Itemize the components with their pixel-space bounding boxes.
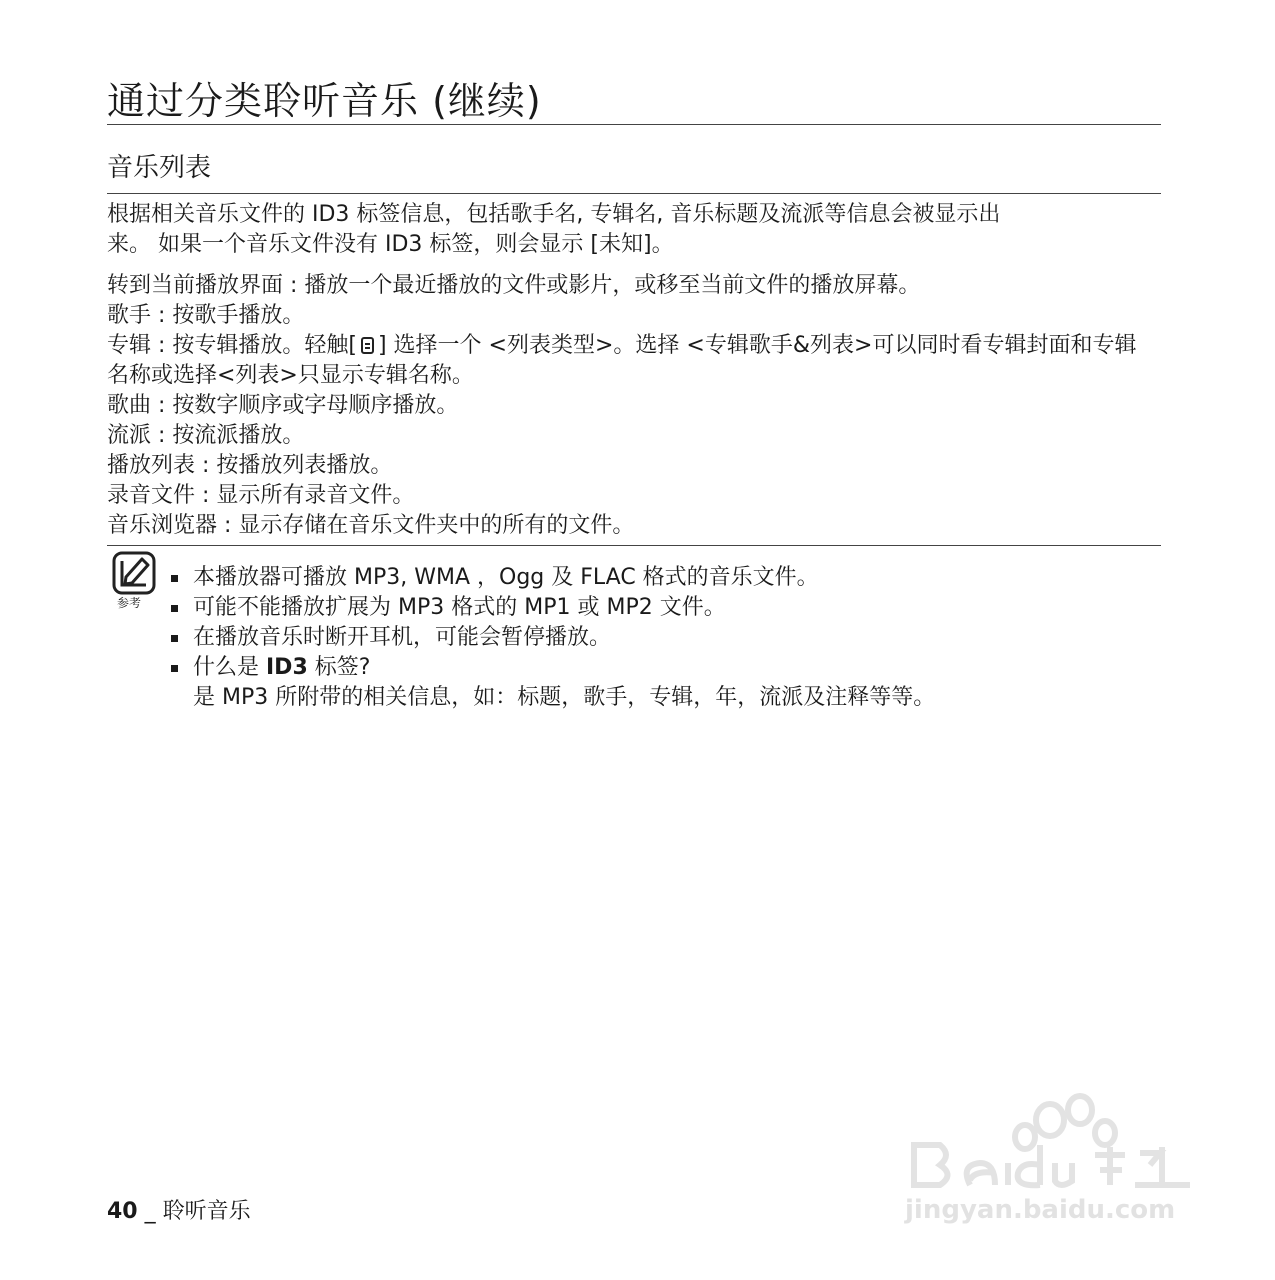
definition-recorded: 录音文件 : 显示所有录音文件。 — [107, 483, 415, 508]
page-footer — [107, 1198, 251, 1226]
watermark-url: jingyan.baidu.com — [905, 1195, 1176, 1225]
note-question-suffix: 标签? — [307, 655, 371, 680]
section-title: 音乐列表 — [107, 153, 212, 183]
note-list — [171, 563, 935, 713]
footer-separator: _ — [137, 1199, 163, 1224]
definition-playlist: 播放列表 : 按播放列表播放。 — [107, 453, 393, 478]
intro-line: 来。 如果一个音乐文件没有 ID3 标签，则会显示 [未知]。 — [107, 232, 674, 257]
definition-song: 歌曲 : 按数字顺序或字母顺序播放。 — [107, 393, 459, 418]
note-question-prefix: 什么是 — [193, 655, 266, 680]
definition-browser: 音乐浏览器 : 显示存储在音乐文件夹中的所有的文件。 — [107, 513, 635, 538]
definition-genre: 流派 : 按流派播放。 — [107, 423, 305, 448]
definition-artist: 歌手 : 按歌手播放。 — [107, 303, 305, 328]
intro-line: 根据相关音乐文件的 ID3 标签信息，包括歌手名, 专辑名, 音乐标题及流派等信息会被显示出 — [107, 202, 1001, 227]
note-divider — [107, 545, 1161, 546]
title-divider — [107, 124, 1161, 125]
page-title: 通过分类聆听音乐 (继续) — [107, 79, 542, 123]
definition-list — [107, 271, 1167, 541]
menu-icon — [361, 337, 374, 354]
page-number: 40 — [107, 1199, 138, 1224]
note-question-term: ID3 — [266, 655, 308, 680]
footer-section: 聆听音乐 — [162, 1199, 251, 1224]
definition-now-playing: 转到当前播放界面 : 播放一个最近播放的文件或影片，或移至当前文件的播放屏幕。 — [107, 273, 921, 298]
intro-paragraph — [107, 200, 1167, 260]
note-answer: 是 MP3 所附带的相关信息，如：标题，歌手，专辑，年，流派及注释等等。 — [193, 685, 936, 710]
note-item: 本播放器可播放 MP3, WMA ，Ogg 及 FLAC 格式的音乐文件。 — [171, 563, 935, 593]
definition-album-text: ] 选择一个 <列表类型>。选择 <专辑歌手&列表>可以同时看专辑封面和专辑名称或选择<列表>只显示专辑名称。 — [107, 333, 1137, 388]
definition-album — [107, 331, 1147, 391]
note-label: 参考 — [117, 596, 142, 610]
note-item: 可能不能播放扩展为 MP3 格式的 MP1 或 MP2 文件。 — [171, 593, 935, 623]
section-divider — [107, 193, 1161, 194]
note-pencil-icon — [112, 551, 156, 595]
note-item: 在播放音乐时断开耳机，可能会暂停播放。 — [171, 623, 935, 653]
definition-album-text: 专辑 : 按专辑播放。轻触[ — [107, 333, 357, 358]
note-item-id3 — [171, 653, 935, 713]
